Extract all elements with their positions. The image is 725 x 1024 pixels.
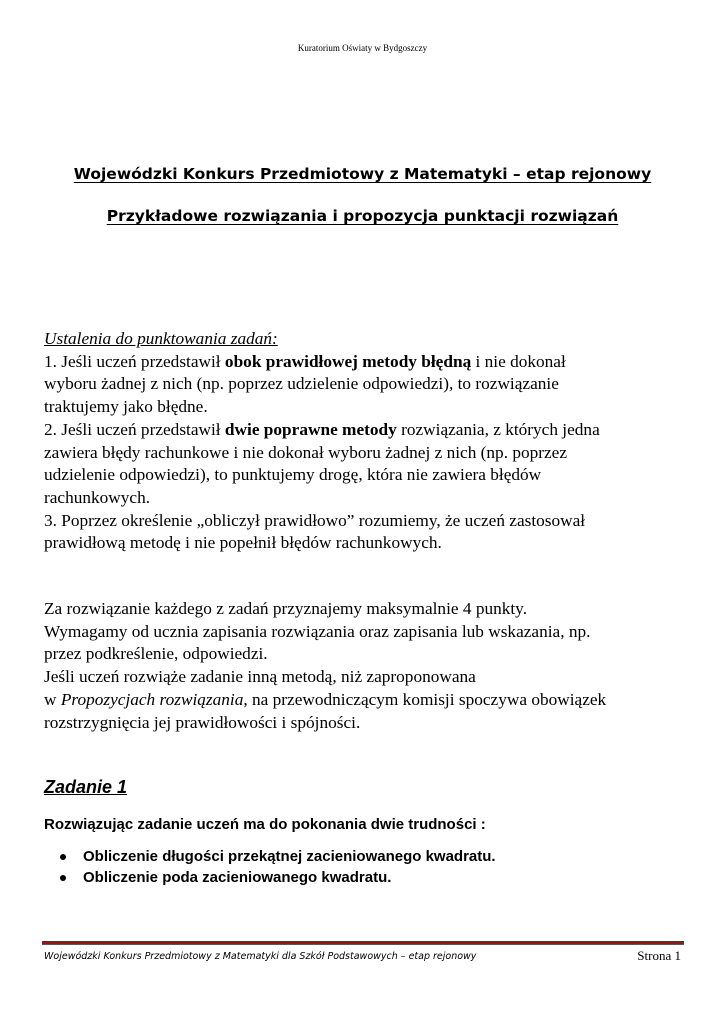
note-text-end: , na przewodniczącym komisji spoczywa obowiązek bbox=[243, 689, 607, 709]
task-difficulties-list bbox=[60, 846, 496, 888]
document-subtitle: Przykładowe rozwiązania i propozycja punktacji rozwiązań bbox=[106, 207, 619, 225]
rule-2-line-4: rachunkowych. bbox=[44, 487, 151, 507]
rule-1-emphasis: obok prawidłowej metody błędną bbox=[224, 351, 472, 371]
list-item bbox=[60, 867, 496, 888]
note-line-4: Jeśli uczeń rozwiąże zadanie inną metodą, niż zaproponowana bbox=[44, 667, 476, 687]
note-line-3: przez podkreślenie, odpowiedzi. bbox=[44, 644, 268, 664]
list-item-text: Obliczenie poda zacieniowanego kwadratu. bbox=[83, 869, 392, 886]
rule-2-emphasis: dwie poprawne metody bbox=[224, 419, 397, 439]
rule-2-text: 2. Jeśli uczeń przedstawił bbox=[44, 419, 225, 439]
scoring-rules bbox=[44, 328, 694, 555]
rule-2-line-1 bbox=[44, 419, 694, 442]
rule-1-text: 1. Jeśli uczeń przedstawił bbox=[44, 351, 225, 371]
bullet-icon bbox=[60, 875, 66, 881]
bullet-icon bbox=[60, 854, 66, 860]
note-text: w bbox=[44, 689, 61, 709]
rule-2-line-3: udzielenie odpowiedzi), to punktujemy drogę, która nie zawiera błędów bbox=[44, 465, 542, 485]
rule-3-line-1: 3. Poprzez określenie „obliczył prawidłowo” rozumiemy, że uczeń zastosował bbox=[44, 510, 586, 530]
list-item-text: Obliczenie długości przekątnej zacieniowanego kwadratu. bbox=[83, 848, 496, 865]
list-item bbox=[60, 846, 496, 867]
rules-heading: Ustalenia do punktowania zadań: bbox=[44, 329, 278, 348]
note-line-5 bbox=[44, 689, 694, 712]
note-line-1: Za rozwiązanie każdego z zadań przyznajemy maksymalnie 4 punkty. bbox=[44, 599, 528, 618]
note-emphasis: Propozycjach rozwiązania bbox=[60, 689, 244, 709]
rule-2-line-2: zawiera błędy rachunkowe i nie dokonał wyboru żadnej z nich (np. poprzez bbox=[44, 442, 568, 462]
task-intro: Rozwiązując zadanie uczeń ma do pokonania dwie trudności : bbox=[44, 816, 486, 833]
rule-1-text-end: i nie dokonał bbox=[471, 351, 566, 371]
page-number: Strona 1 bbox=[637, 948, 681, 963]
footer-title: Wojewódzki Konkurs Przedmiotowy z Matematyki dla Szkół Podstawowych – etap rejonowy bbox=[44, 951, 477, 962]
rule-1-line-1 bbox=[44, 351, 694, 374]
rule-1-line-2: wyboru żadnej z nich (np. poprzez udzielenie odpowiedzi), to rozwiązanie bbox=[44, 374, 559, 394]
rule-2-text-end: rozwiązania, z których jedna bbox=[396, 419, 600, 439]
rule-1-line-3: traktujemy jako błędne. bbox=[44, 397, 208, 417]
task-heading: Zadanie 1 bbox=[44, 777, 128, 797]
document-title: Wojewódzki Konkurs Przedmiotowy z Matematyki – etap rejonowy bbox=[73, 165, 652, 183]
rule-3-line-2: prawidłową metodę i nie popełnił błędów rachunkowych. bbox=[44, 533, 442, 553]
page-header: Kuratorium Oświaty w Bydgoszczy bbox=[297, 43, 428, 53]
footer-divider bbox=[42, 941, 684, 945]
note-line-6: rozstrzygnięcia jej prawidłowości i spójności. bbox=[44, 712, 361, 732]
scoring-note bbox=[44, 598, 694, 734]
note-line-2: Wymagamy od ucznia zapisania rozwiązania oraz zapisania lub wskazania, np. bbox=[44, 621, 591, 641]
